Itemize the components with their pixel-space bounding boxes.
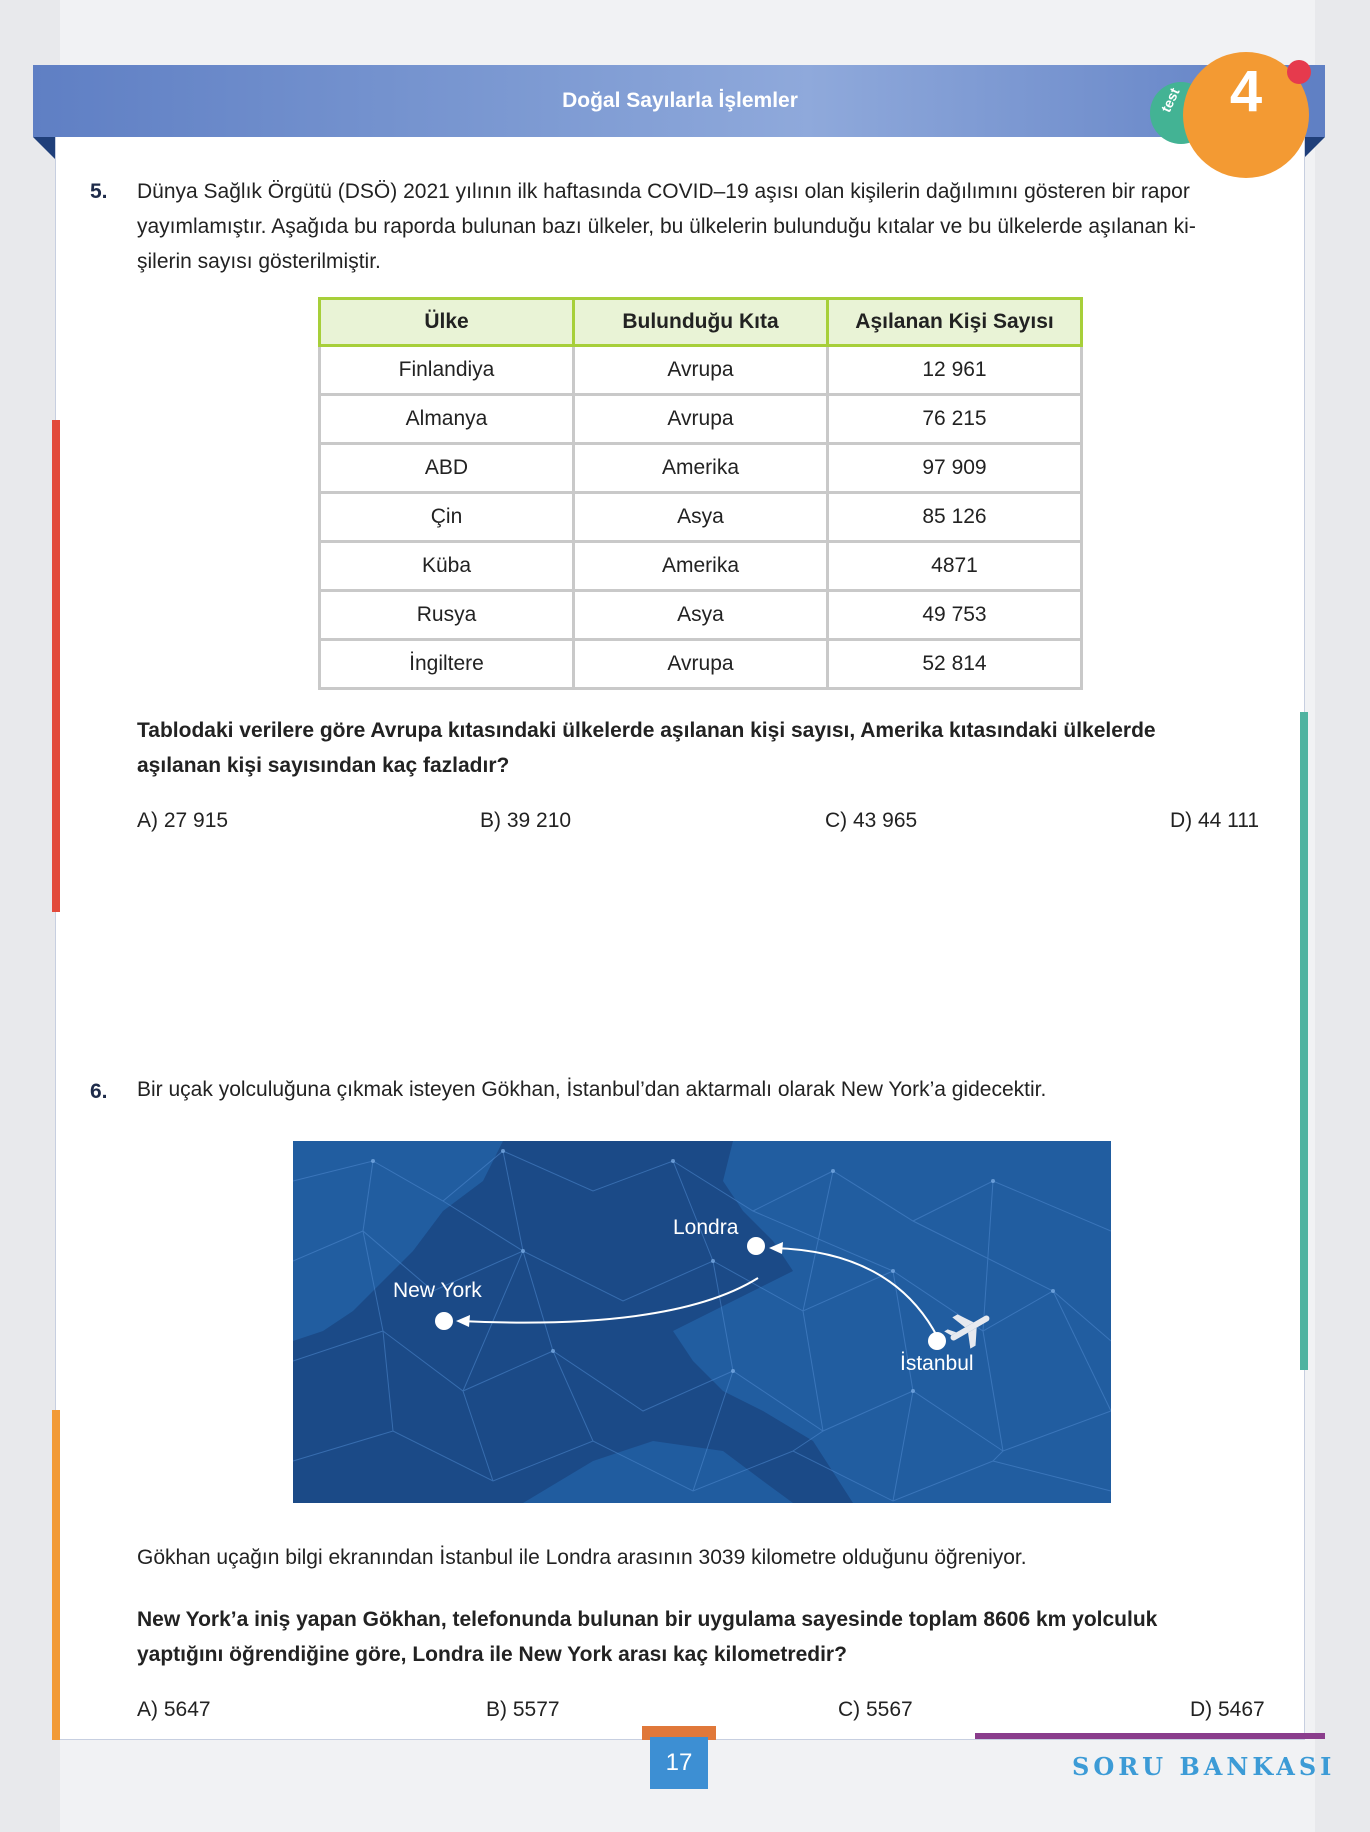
side-accent-orange [52,1410,60,1740]
column-header-country: Ülke [320,299,574,346]
table-cell: Çin [320,493,574,542]
map-label-newyork: New York [393,1279,482,1302]
table-row [320,591,1082,640]
prompt-line: aşılanan kişi sayısından kaç fazladır? [137,754,510,777]
table-cell: 97 909 [828,444,1082,493]
prompt-line: New York’a iniş yapan Gökhan, telefonunda bulunan bir uygulama sayesinde toplam 8606 km yolculuk [137,1608,1158,1631]
q5-choice-d[interactable]: D) 44 111 [1170,809,1260,832]
table-cell: 49 753 [828,591,1082,640]
q5-choice-c[interactable]: C) 43 965 [825,809,918,832]
table-cell: 76 215 [828,395,1082,444]
question-6-info: Gökhan uçağın bilgi ekranından İstanbul ile Londra arasının 3039 kilometre olduğunu öğreniyor. [137,1546,1027,1569]
table-cell: Rusya [320,591,574,640]
table-cell: Asya [574,493,828,542]
q6-choice-c[interactable]: C) 5567 [838,1698,913,1721]
flight-route-map [293,1141,1111,1503]
header-fold-left [33,137,55,159]
background-tile [1315,0,1370,1832]
side-accent-teal [1300,712,1308,1370]
prompt-line: Tablodaki verilere göre Avrupa kıtasındaki ülkelerde aşılanan kişi sayısı, Amerika kıtasındaki ülkelerde [137,719,1156,742]
table-row [320,493,1082,542]
footer-accent-line [975,1733,1325,1739]
table-cell: 85 126 [828,493,1082,542]
table-cell: 52 814 [828,640,1082,689]
table-cell: Almanya [320,395,574,444]
table-header-row [320,299,1082,346]
table-row [320,640,1082,689]
table-row [320,395,1082,444]
table-row [320,444,1082,493]
table-row [320,346,1082,395]
table-cell: 12 961 [828,346,1082,395]
vaccination-table [318,297,1083,690]
intro-line: şilerin sayısı gösterilmiştir. [137,250,381,273]
map-label-istanbul: İstanbul [900,1352,974,1375]
table-cell: İngiltere [320,640,574,689]
question-6-intro: Bir uçak yolculuğuna çıkmak isteyen Gökhan, İstanbul’dan aktarmalı olarak New York’a gidecektir. [137,1078,1047,1101]
column-header-continent: Bulunduğu Kıta [574,299,828,346]
q6-choice-d[interactable]: D) 5467 [1190,1698,1265,1721]
question-5-intro [137,174,1272,279]
q6-choice-b[interactable]: B) 5577 [486,1698,560,1721]
table-cell: Finlandiya [320,346,574,395]
q5-choice-a[interactable]: A) 27 915 [137,809,229,832]
column-header-count: Aşılanan Kişi Sayısı [828,299,1082,346]
q6-choice-a[interactable]: A) 5647 [137,1698,211,1721]
badge-dot [1287,60,1311,84]
intro-line: yayımlamıştır. Aşağıda bu raporda bulunan bazı ülkeler, bu ülkelerin bulunduğu kıtalar ve bu ülkelerde aşılanan ki- [137,215,1196,238]
question-6-number: 6. [90,1080,108,1103]
test-badge-number: 4 [1229,59,1263,124]
map-graphic [293,1141,1111,1503]
table-cell: Amerika [574,444,828,493]
header-fold-right [1303,137,1325,159]
table-cell: Avrupa [574,640,828,689]
brand-label: SORU BANKASI [1072,1752,1336,1781]
table-cell: 4871 [828,542,1082,591]
map-label-london: Londra [673,1216,739,1239]
intro-line: Dünya Sağlık Örgütü (DSÖ) 2021 yılının ilk haftasında COVID–19 aşısı olan kişilerin dağılımını gösteren bir rapor [137,180,1190,203]
table-cell: Küba [320,542,574,591]
question-5-prompt [137,713,1277,783]
page-number: 17 [650,1737,708,1789]
prompt-line: yaptığını öğrendiğine göre, Londra ile New York arası kaç kilometredir? [137,1643,847,1666]
background-tile [0,0,60,1832]
table-cell: Avrupa [574,346,828,395]
side-accent-red [52,420,60,912]
table-cell: Amerika [574,542,828,591]
table-cell: ABD [320,444,574,493]
question-6-prompt [137,1602,1277,1672]
question-5-number: 5. [90,180,108,203]
table-row [320,542,1082,591]
test-badge-label: test [1157,85,1183,115]
q5-choice-b[interactable]: B) 39 210 [480,809,572,832]
table-cell: Avrupa [574,395,828,444]
section-title: Doğal Sayılarla İşlemler [562,89,798,112]
table-cell: Asya [574,591,828,640]
